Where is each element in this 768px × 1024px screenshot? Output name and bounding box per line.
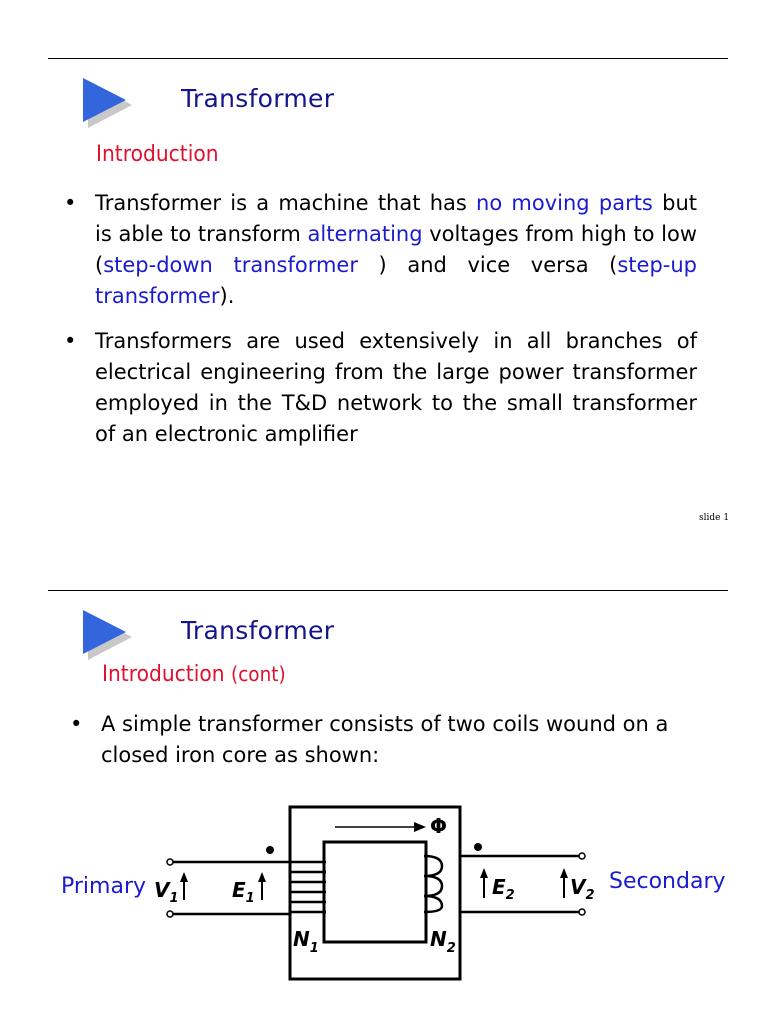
v2-label: $V_2$	[570, 875, 595, 903]
highlighted-term: alternating	[307, 222, 423, 246]
bullet-text-run: ) and vice versa (	[357, 253, 618, 277]
n1-label: $N_1$	[293, 927, 319, 956]
slide1-bullet-1-text	[95, 188, 697, 312]
bullet-dot: •	[64, 329, 77, 353]
secondary-terminal-bottom	[579, 909, 585, 915]
bullet-dot: •	[70, 712, 83, 736]
e1-label: $E_1$	[232, 878, 255, 906]
highlighted-term: no moving parts	[476, 191, 653, 215]
bullet-text-run: but is able to transform	[95, 191, 697, 246]
highlighted-term: step-up transformer	[95, 253, 697, 308]
e2-label: $E_2$	[492, 875, 515, 903]
primary-terminal-top	[167, 859, 173, 865]
slide2-subheading-main: Introduction	[102, 662, 225, 687]
slide1-subheading: Introduction	[96, 142, 219, 167]
slide2-title: Transformer	[181, 616, 335, 645]
highlighted-term: step-down transformer	[103, 253, 358, 277]
primary-label: Primary	[61, 874, 147, 899]
slide2-subheading-suffix: (cont)	[231, 662, 286, 686]
bullet-text-run: Transformer is a machine that has	[95, 191, 477, 215]
secondary-terminal-top	[579, 853, 585, 859]
bullet-dot: •	[64, 191, 77, 215]
v1-label: $V_1$	[154, 878, 179, 906]
primary-polarity-dot	[266, 846, 274, 854]
slide2-top-rule	[48, 590, 728, 591]
n2-label: $N_2$	[430, 927, 456, 956]
play-arrow-icon	[80, 608, 140, 664]
bullet-text-run: voltages from high to low (	[95, 222, 697, 277]
secondary-polarity-dot	[474, 843, 482, 851]
primary-terminal-bottom	[167, 911, 173, 917]
secondary-label: Secondary	[609, 869, 726, 894]
bullet-text-run: Transformers are used extensively in all branches of electrical engineering from the large power transformer employed in the T&D network to the small transformer of an electronic amplifier	[95, 329, 697, 446]
transformer-diagram	[150, 800, 610, 990]
slide-number: slide 1	[699, 513, 730, 523]
slide2-bullet-1-text: A simple transformer consists of two coils wound on a closed iron core as shown:	[101, 712, 669, 767]
play-arrow-icon	[80, 76, 140, 132]
slide1-top-rule	[48, 58, 728, 59]
primary-coil	[170, 862, 326, 914]
slide1-title: Transformer	[181, 84, 335, 113]
iron-core-window	[324, 842, 426, 942]
bullet-text-run: ).	[219, 284, 235, 308]
slide1-bullet-2-text	[95, 326, 697, 450]
slide2-subheading	[102, 662, 286, 687]
flux-symbol: Φ	[430, 814, 448, 838]
